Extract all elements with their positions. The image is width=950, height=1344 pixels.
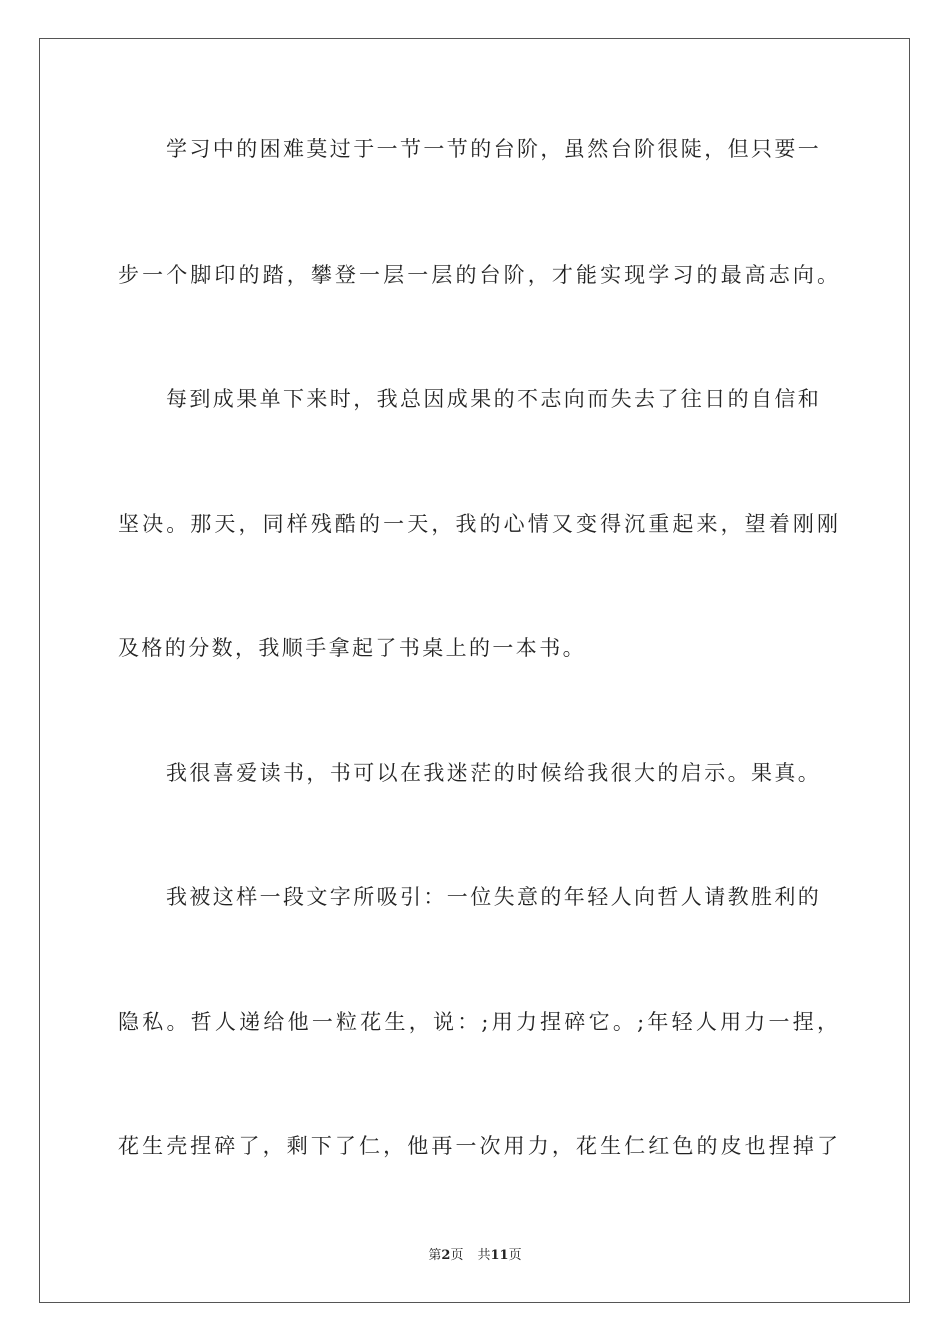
total-suffix: 页 [508, 1248, 522, 1263]
paragraph-2-line-1: 每到成果单下来时，我总因成果的不志向而失去了往日的自信和 [166, 387, 822, 411]
total-pages: 11 [490, 1248, 509, 1263]
page-prefix: 第 [428, 1248, 442, 1263]
page-footer [0, 1246, 950, 1266]
paragraph-2-line-3: 及格的分数，我顺手拿起了书桌上的一本书。 [118, 636, 586, 660]
paragraph-1-line-2: 步一个脚印的踏，攀登一层一层的台阶，才能实现学习的最高志向。 [118, 263, 838, 287]
paragraph-1-line-1: 学习中的困难莫过于一节一节的台阶，虽然台阶很陡，但只要一 [166, 137, 822, 161]
paragraph-4-line-2: 隐私。哲人递给他一粒花生，说：;用力捏碎它。;年轻人用力一捏， [118, 1010, 838, 1034]
page-number: 2 [441, 1248, 451, 1263]
paragraph-3-line-1: 我很喜爱读书，书可以在我迷茫的时候给我很大的启示。果真。 [166, 761, 822, 785]
paragraph-2-line-2: 坚决。那天，同样残酷的一天，我的心情又变得沉重起来，望着刚刚 [118, 512, 838, 536]
paragraph-4-line-1: 我被这样一段文字所吸引：一位失意的年轻人向哲人请教胜利的 [166, 885, 822, 909]
paragraph-4-line-3: 花生壳捏碎了，剩下了仁，他再一次用力，花生仁红色的皮也捏掉了 [118, 1134, 838, 1158]
page-suffix: 页 [450, 1248, 464, 1263]
page-border [39, 38, 910, 1303]
total-prefix: 共 [477, 1248, 491, 1263]
